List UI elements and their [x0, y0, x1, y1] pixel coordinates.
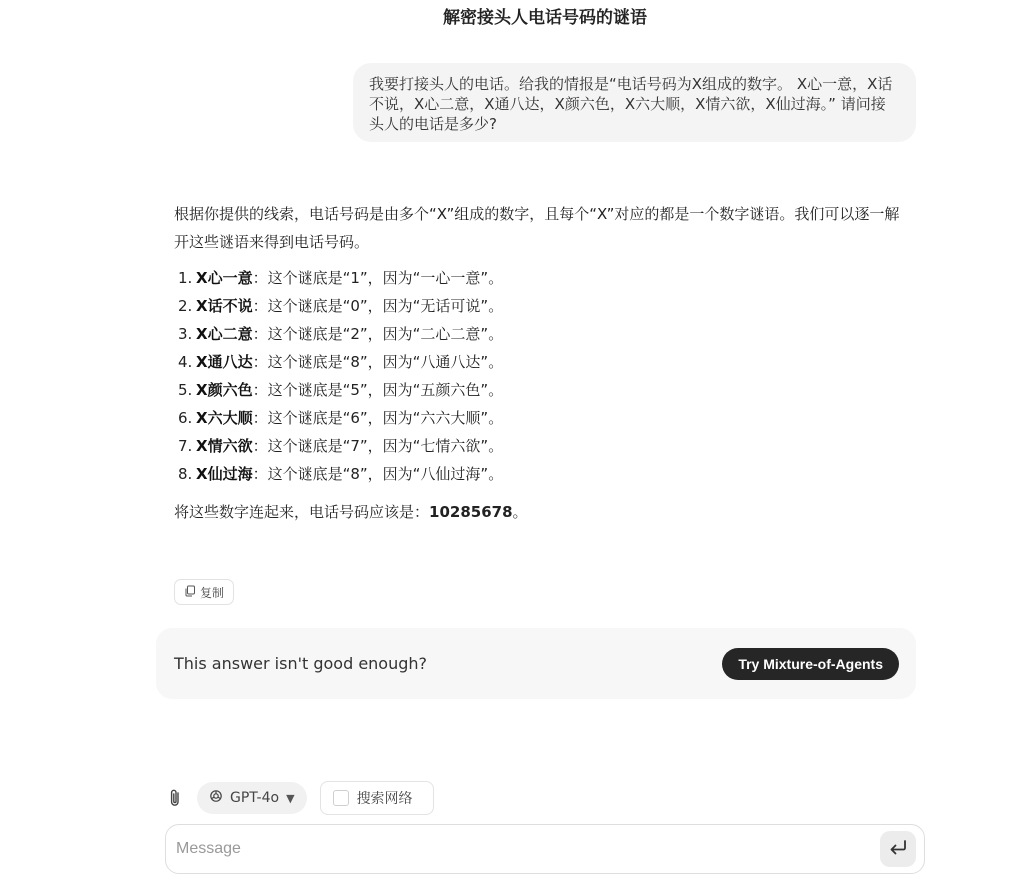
copy-icon	[184, 585, 196, 600]
riddle-number: 5.	[178, 381, 193, 399]
riddle-term: X颜六色	[196, 381, 253, 399]
riddle-number: 3.	[178, 325, 193, 343]
riddle-number: 1.	[178, 269, 193, 287]
riddle-explanation: ：这个谜底是“0”，因为“无话可说”。	[252, 297, 504, 315]
search-checkbox[interactable]	[333, 790, 349, 806]
riddle-number: 7.	[178, 437, 193, 455]
answer-conclusion	[174, 498, 904, 526]
riddle-term: X六大顺	[196, 409, 253, 427]
web-search-toggle[interactable]	[320, 781, 434, 815]
riddle-number: 6.	[178, 409, 193, 427]
message-input[interactable]	[176, 840, 880, 858]
conclusion-prefix: 将这些数字连起来，电话号码应该是：	[174, 503, 430, 521]
riddle-term: X通八达	[196, 353, 253, 371]
conclusion-suffix: 。	[512, 503, 528, 521]
copy-label: 复制	[200, 585, 225, 600]
riddle-item	[174, 404, 904, 432]
phone-number: 10285678	[429, 503, 513, 521]
riddle-item	[174, 376, 904, 404]
assistant-answer	[174, 200, 904, 526]
riddle-item	[174, 460, 904, 488]
send-button[interactable]	[880, 831, 916, 867]
riddle-number: 2.	[178, 297, 193, 315]
composer-toolbar	[166, 781, 434, 815]
caret-down-icon: ▼	[286, 791, 295, 805]
riddle-explanation: ：这个谜底是“8”，因为“八通八达”。	[252, 353, 504, 371]
riddle-term: X话不说	[196, 297, 253, 315]
riddle-term: X仙过海	[196, 465, 253, 483]
riddle-item	[174, 264, 904, 292]
riddle-number: 4.	[178, 353, 193, 371]
model-label: GPT-4o	[230, 790, 280, 806]
enter-icon	[888, 839, 908, 859]
user-message-bubble: 我要打接头人的电话。给我的情报是“电话号码为X组成的数字。 X心一意，X话不说，X心二意，X通八达，X颜六色，X六大顺，X情六欲，X仙过海。” 请问接头人的电话是多少?	[353, 63, 916, 142]
riddle-explanation: ：这个谜底是“5”，因为“五颜六色”。	[252, 381, 504, 399]
copy-button[interactable]	[174, 579, 234, 605]
paperclip-icon[interactable]	[166, 787, 184, 809]
riddle-item	[174, 320, 904, 348]
riddle-explanation: ：这个谜底是“8”，因为“八仙过海”。	[252, 465, 504, 483]
openai-icon	[209, 789, 223, 807]
feedback-panel	[156, 628, 916, 699]
riddle-item	[174, 292, 904, 320]
riddle-explanation: ：这个谜底是“6”，因为“六六大顺”。	[252, 409, 504, 427]
riddle-item	[174, 348, 904, 376]
page-title: 解密接头人电话号码的谜语	[443, 8, 647, 28]
riddle-term: X心二意	[196, 325, 253, 343]
feedback-text: This answer isn't good enough?	[174, 654, 428, 673]
message-composer	[165, 824, 925, 874]
riddle-number: 8.	[178, 465, 193, 483]
riddle-term: X情六欲	[196, 437, 253, 455]
riddle-explanation: ：这个谜底是“1”，因为“一心一意”。	[252, 269, 504, 287]
try-moa-button[interactable]: Try Mixture-of-Agents	[722, 648, 899, 680]
riddle-item	[174, 432, 904, 460]
answer-intro: 根据你提供的线索，电话号码是由多个“X”组成的数字，且每个“X”对应的都是一个数字谜语。我们可以逐一解开这些谜语来得到电话号码。	[174, 205, 900, 251]
riddle-term: X心一意	[196, 269, 253, 287]
model-selector[interactable]	[197, 782, 307, 814]
riddle-explanation: ：这个谜底是“7”，因为“七情六欲”。	[252, 437, 504, 455]
riddle-list	[174, 264, 904, 488]
search-label: 搜索网络	[356, 791, 413, 807]
riddle-explanation: ：这个谜底是“2”，因为“二心二意”。	[252, 325, 504, 343]
